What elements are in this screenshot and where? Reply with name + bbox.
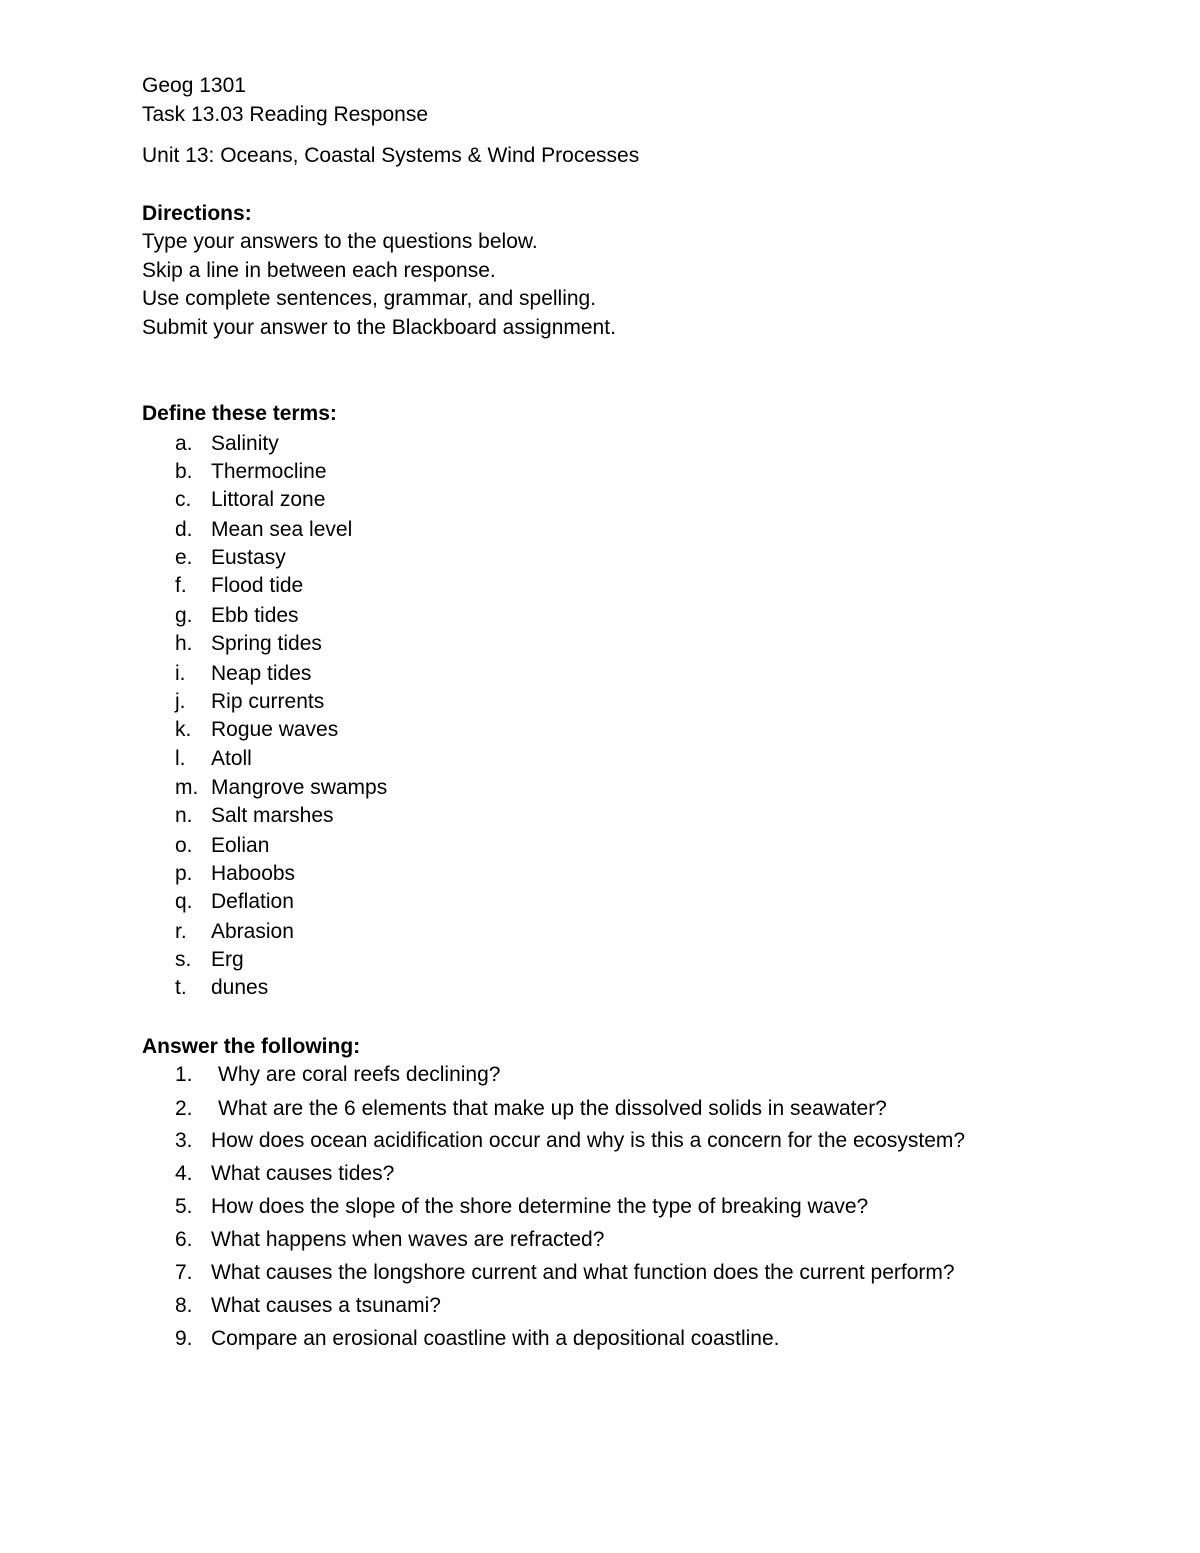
question-number: 4.: [175, 1162, 193, 1185]
question-number: 7.: [175, 1261, 193, 1284]
question-number: 5.: [175, 1195, 193, 1218]
term-marker: p.: [175, 862, 193, 885]
term-marker: e.: [175, 546, 193, 569]
term-marker: d.: [175, 518, 193, 541]
term-marker: l.: [175, 747, 186, 770]
term-marker: k.: [175, 718, 192, 741]
term-text: Haboobs: [211, 862, 296, 885]
term-text: Salt marshes: [211, 804, 334, 827]
term-marker: s.: [175, 948, 192, 971]
term-text: Rip currents: [211, 690, 325, 713]
question-text: How does ocean acidification occur and why is this a concern for the ecosystem?: [211, 1129, 966, 1152]
unit-title: Unit 13: Oceans, Coastal Systems & Wind Processes: [142, 144, 640, 167]
question-text: What causes a tsunami?: [211, 1294, 441, 1317]
question-text: Compare an erosional coastline with a depositional coastline.: [211, 1327, 780, 1350]
term-marker: c.: [175, 488, 192, 511]
question-number: 2.: [175, 1097, 193, 1120]
question-number: 6.: [175, 1228, 193, 1251]
term-text: Deflation: [211, 890, 294, 913]
term-marker: f.: [175, 574, 187, 597]
term-marker: r.: [175, 920, 187, 943]
term-marker: h.: [175, 632, 193, 655]
term-marker: i.: [175, 662, 186, 685]
question-number: 3.: [175, 1129, 193, 1152]
term-text: dunes: [211, 976, 269, 999]
term-marker: j.: [175, 690, 186, 713]
question-number: 9.: [175, 1327, 193, 1350]
term-marker: b.: [175, 460, 193, 483]
term-text: Atoll: [211, 747, 252, 770]
term-text: Salinity: [211, 432, 279, 455]
term-text: Rogue waves: [211, 718, 339, 741]
term-text: Spring tides: [211, 632, 322, 655]
question-text: Why are coral reefs declining?: [218, 1063, 501, 1086]
course-code: Geog 1301: [142, 74, 246, 97]
directions-heading: Directions:: [142, 202, 252, 225]
question-text: How does the slope of the shore determine the type of breaking wave?: [211, 1195, 869, 1218]
term-text: Neap tides: [211, 662, 312, 685]
direction-line: Skip a line in between each response.: [142, 259, 496, 282]
term-text: Mangrove swamps: [211, 776, 388, 799]
term-marker: m.: [175, 776, 199, 799]
question-text: What causes tides?: [211, 1162, 395, 1185]
term-text: Abrasion: [211, 920, 294, 943]
question-text: What are the 6 elements that make up the dissolved solids in seawater?: [218, 1097, 887, 1120]
term-text: Erg: [211, 948, 244, 971]
term-text: Littoral zone: [211, 488, 326, 511]
question-text: What causes the longshore current and what function does the current perform?: [211, 1261, 955, 1284]
term-marker: n.: [175, 804, 193, 827]
question-number: 1.: [175, 1063, 193, 1086]
term-marker: q.: [175, 890, 193, 913]
question-number: 8.: [175, 1294, 193, 1317]
term-text: Thermocline: [211, 460, 327, 483]
direction-line: Use complete sentences, grammar, and spelling.: [142, 287, 597, 310]
direction-line: Type your answers to the questions below.: [142, 230, 538, 253]
task-title: Task 13.03 Reading Response: [142, 103, 429, 126]
direction-line: Submit your answer to the Blackboard assignment.: [142, 316, 616, 339]
term-text: Mean sea level: [211, 518, 353, 541]
term-text: Ebb tides: [211, 604, 299, 627]
term-text: Flood tide: [211, 574, 304, 597]
terms-heading: Define these terms:: [142, 402, 337, 425]
questions-heading: Answer the following:: [142, 1035, 361, 1058]
term-marker: a.: [175, 432, 193, 455]
term-text: Eolian: [211, 834, 270, 857]
term-marker: g.: [175, 604, 193, 627]
term-text: Eustasy: [211, 546, 286, 569]
term-marker: o.: [175, 834, 193, 857]
question-text: What happens when waves are refracted?: [211, 1228, 605, 1251]
term-marker: t.: [175, 976, 187, 999]
